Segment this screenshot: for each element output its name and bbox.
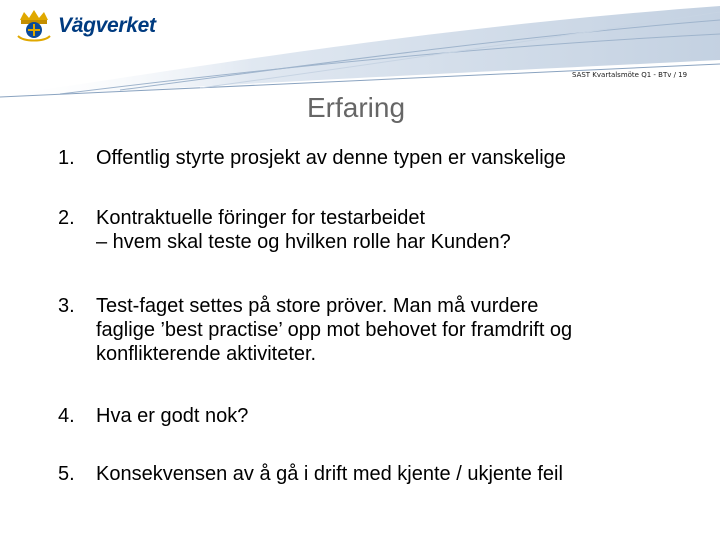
list-item-line: konflikterende aktiviteter. bbox=[96, 343, 317, 365]
slide-reference: SAST Kvartalsmöte Q1 - BTv / 19 bbox=[572, 71, 688, 79]
list-item-number: 2. bbox=[58, 207, 75, 229]
list-item-line: faglige ’best practise’ opp mot behovet for framdrift og bbox=[96, 319, 573, 341]
list-item bbox=[58, 206, 696, 254]
list-item bbox=[58, 294, 696, 366]
list-item-number: 4. bbox=[58, 405, 75, 427]
brand-name: Vägverket bbox=[58, 14, 156, 37]
list-item-number: 3. bbox=[58, 295, 75, 317]
brand-logo bbox=[14, 6, 156, 46]
list-item-line: Konsekvensen av å gå i drift med kjente / ukjente feil bbox=[96, 463, 563, 485]
swedish-crown-crest-icon bbox=[14, 6, 54, 46]
list-item bbox=[58, 404, 696, 428]
list-item-number: 1. bbox=[58, 147, 75, 169]
slide-title: Erfaring bbox=[306, 92, 406, 123]
list-item-line: Kontraktuelle föringer for testarbeidet bbox=[96, 207, 426, 229]
list-item-number: 5. bbox=[58, 463, 75, 485]
list-item-line: Test-faget settes på store pröver. Man må vurdere bbox=[96, 295, 539, 317]
list-item-line: Hva er godt nok? bbox=[96, 405, 249, 427]
list-item-line: Offentlig styrte prosjekt av denne typen er vanskelige bbox=[96, 147, 566, 169]
list-item bbox=[58, 146, 696, 170]
list-item bbox=[58, 462, 696, 486]
list-item-line: – hvem skal teste og hvilken rolle har Kunden? bbox=[96, 231, 511, 253]
